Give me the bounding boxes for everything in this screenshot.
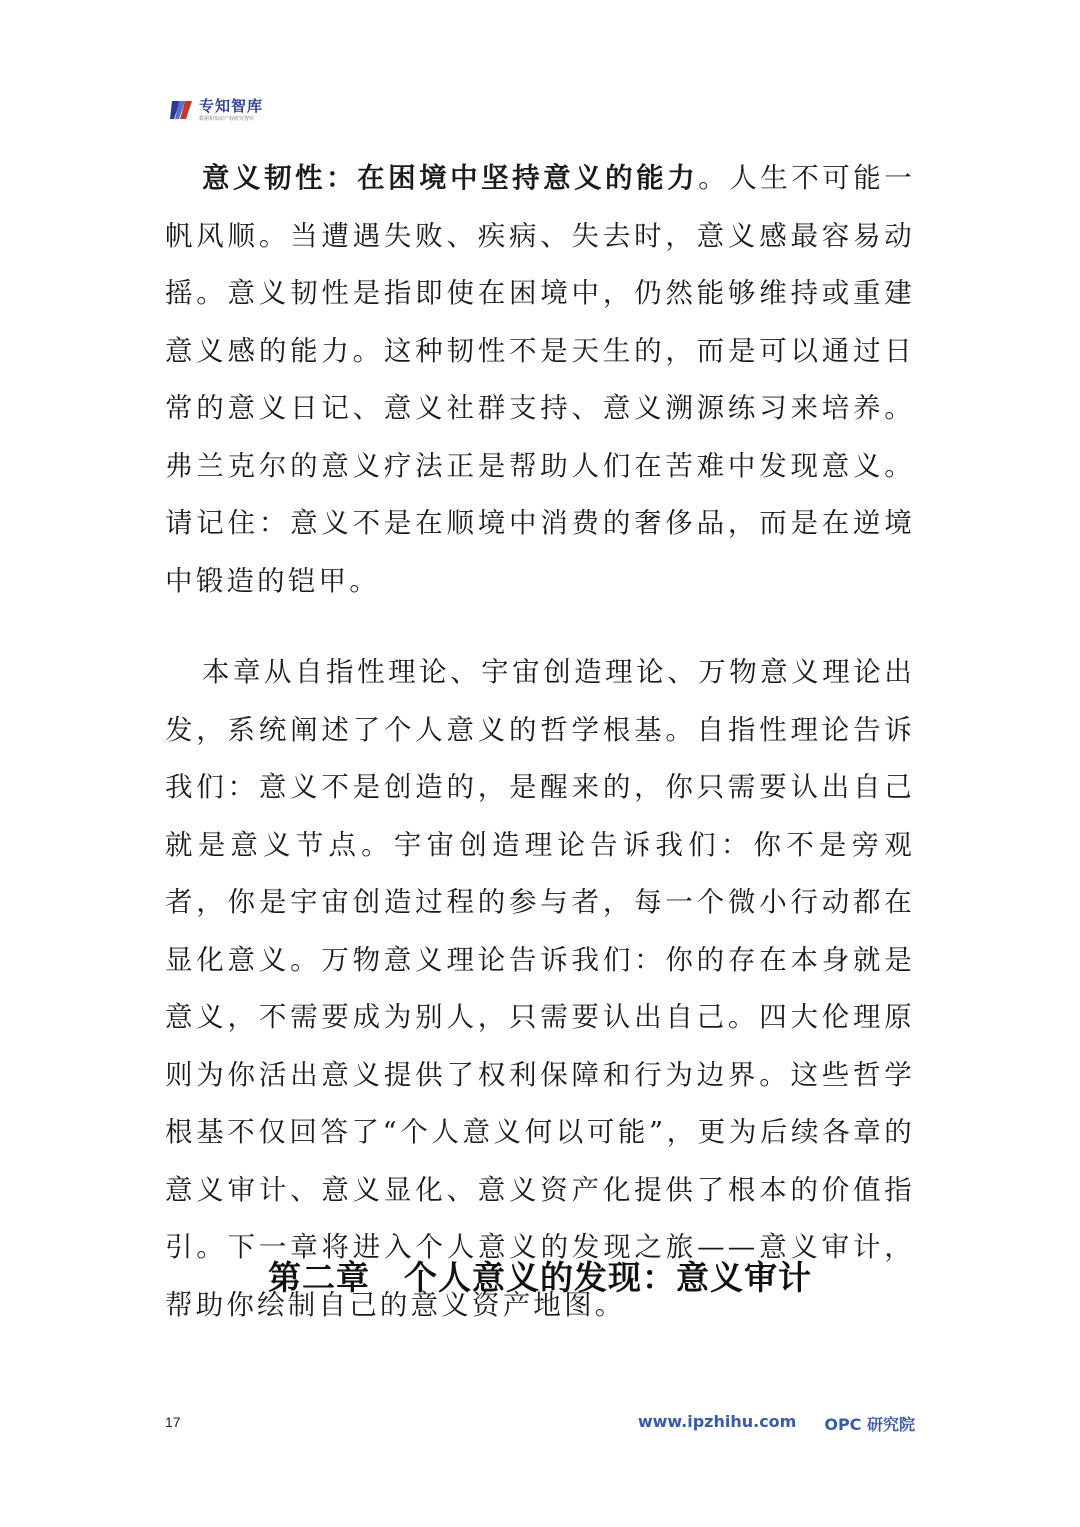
- zhuanzhi-logo-icon: [170, 98, 194, 122]
- brand-logo: [170, 96, 263, 124]
- main-content: [165, 150, 915, 1334]
- paragraph-meaning-resilience: [165, 150, 915, 610]
- paragraph-chapter-summary: [165, 644, 915, 1334]
- footer-branding: [638, 1412, 915, 1435]
- page-number: 17: [165, 1414, 181, 1430]
- logo-subtitle: 数据和知识产权研究智库: [199, 115, 255, 122]
- logo-title: 专知智库: [199, 96, 264, 115]
- paragraph-text: 。人生不可能一帆风顺。当遭遇失败、疾病、失去时，意义感最容易动摇。意义韧性是指即使在困境中，仍然能够维持或重建意义感的能力。这种韧性不是天生的，而是可以通过日常的意义日记、意义社群支持、意义溯源练习来培养。弗兰克尔的意义疗法正是帮助人们在苦难中发现意义。请记住：意义不是在顺境中消费的奢侈品，而是在逆境中锻造的铠甲。: [165, 162, 915, 597]
- footer-website-link[interactable]: www.ipzhihu.com: [637, 1412, 797, 1431]
- paragraph-text: 本章从自指性理论、宇宙创造理论、万物意义理论出发，系统阐述了个人意义的哲学根基。自指性理论告诉我们：意义不是创造的，是醒来的，你只需要认出自己就是意义节点。宇宙创造理论告诉我们：你不是旁观者，你是宇宙创造过程的参与者，每一个微小行动都在显化意义。万物意义理论告诉我们：你的存在本身就是意义，不需要成为别人，只需要认出自己。四大伦理原则为你活出意义提供了权利保障和行为边界。这些哲学根基不仅回答了“个人意义何以可能”，更为后续各章的意义审计、意义显化、意义资产化提供了根本的价值指引。下一章将进入个人意义的发现之旅——意义审计，帮助你绘制自己的意义资产地图。: [165, 656, 915, 1321]
- paragraph-bold-lead: 意义韧性：在困境中坚持意义的能力: [202, 162, 699, 194]
- footer-institute: OPC 研究院: [824, 1415, 915, 1434]
- chapter-title: 第二章 个人意义的发现：意义审计: [268, 1258, 812, 1297]
